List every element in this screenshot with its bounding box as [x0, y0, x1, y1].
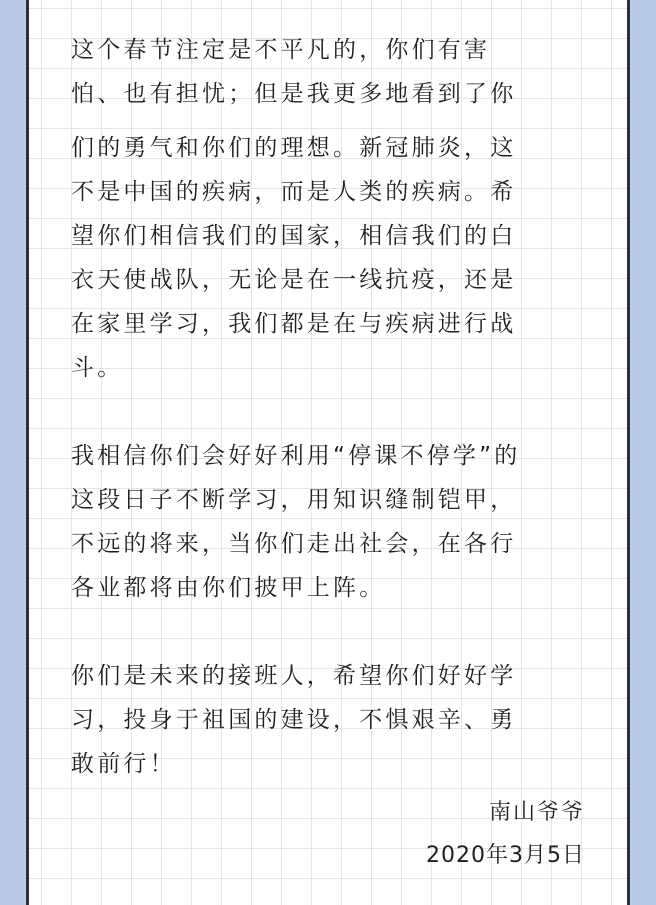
paragraph-2: [71, 434, 591, 610]
text-line: 斗。: [71, 355, 124, 381]
text-line: 各业都将由你们披甲上阵。: [71, 575, 386, 601]
text-line: 不远的将来，当你们走出社会，在各行: [71, 531, 517, 557]
text-line: 望你们相信我们的国家，相信我们的白: [71, 223, 517, 249]
text-line: 敢前行！: [71, 751, 176, 777]
text-line: 怕、也有担忧；但是我更多地看到了你: [71, 81, 517, 107]
text-line: 衣天使战队，无论是在一线抗疫，还是: [71, 267, 517, 293]
text-line: 不是中国的疾病，而是人类的疾病。希: [71, 179, 517, 205]
paragraph-1: [71, 28, 591, 390]
text-line: 我相信你们会好好利用“停课不停学”的: [71, 443, 521, 469]
paragraph-spacer: [71, 610, 591, 654]
letter-body: [71, 28, 591, 786]
text-line: 习，投身于祖国的建设，不惧艰辛、勇: [71, 707, 517, 733]
paragraph-spacer: [71, 390, 591, 434]
text-line: 你们是未来的接班人，希望你们好好学: [71, 663, 517, 689]
text-line: 这个春节注定是不平凡的，你们有害: [71, 37, 491, 63]
text-line: 在家里学习，我们都是在与疾病进行战: [71, 311, 517, 337]
signature: 南山爷爷: [488, 800, 585, 825]
letter-paper: [26, 0, 630, 905]
letter-date: 2020年3月5日: [426, 843, 585, 868]
paragraph-3: [71, 654, 591, 786]
text-line: 们的勇气和你们的理想。新冠肺炎，这: [71, 135, 517, 161]
text-line: 这段日子不断学习，用知识缝制铠甲，: [71, 487, 517, 513]
